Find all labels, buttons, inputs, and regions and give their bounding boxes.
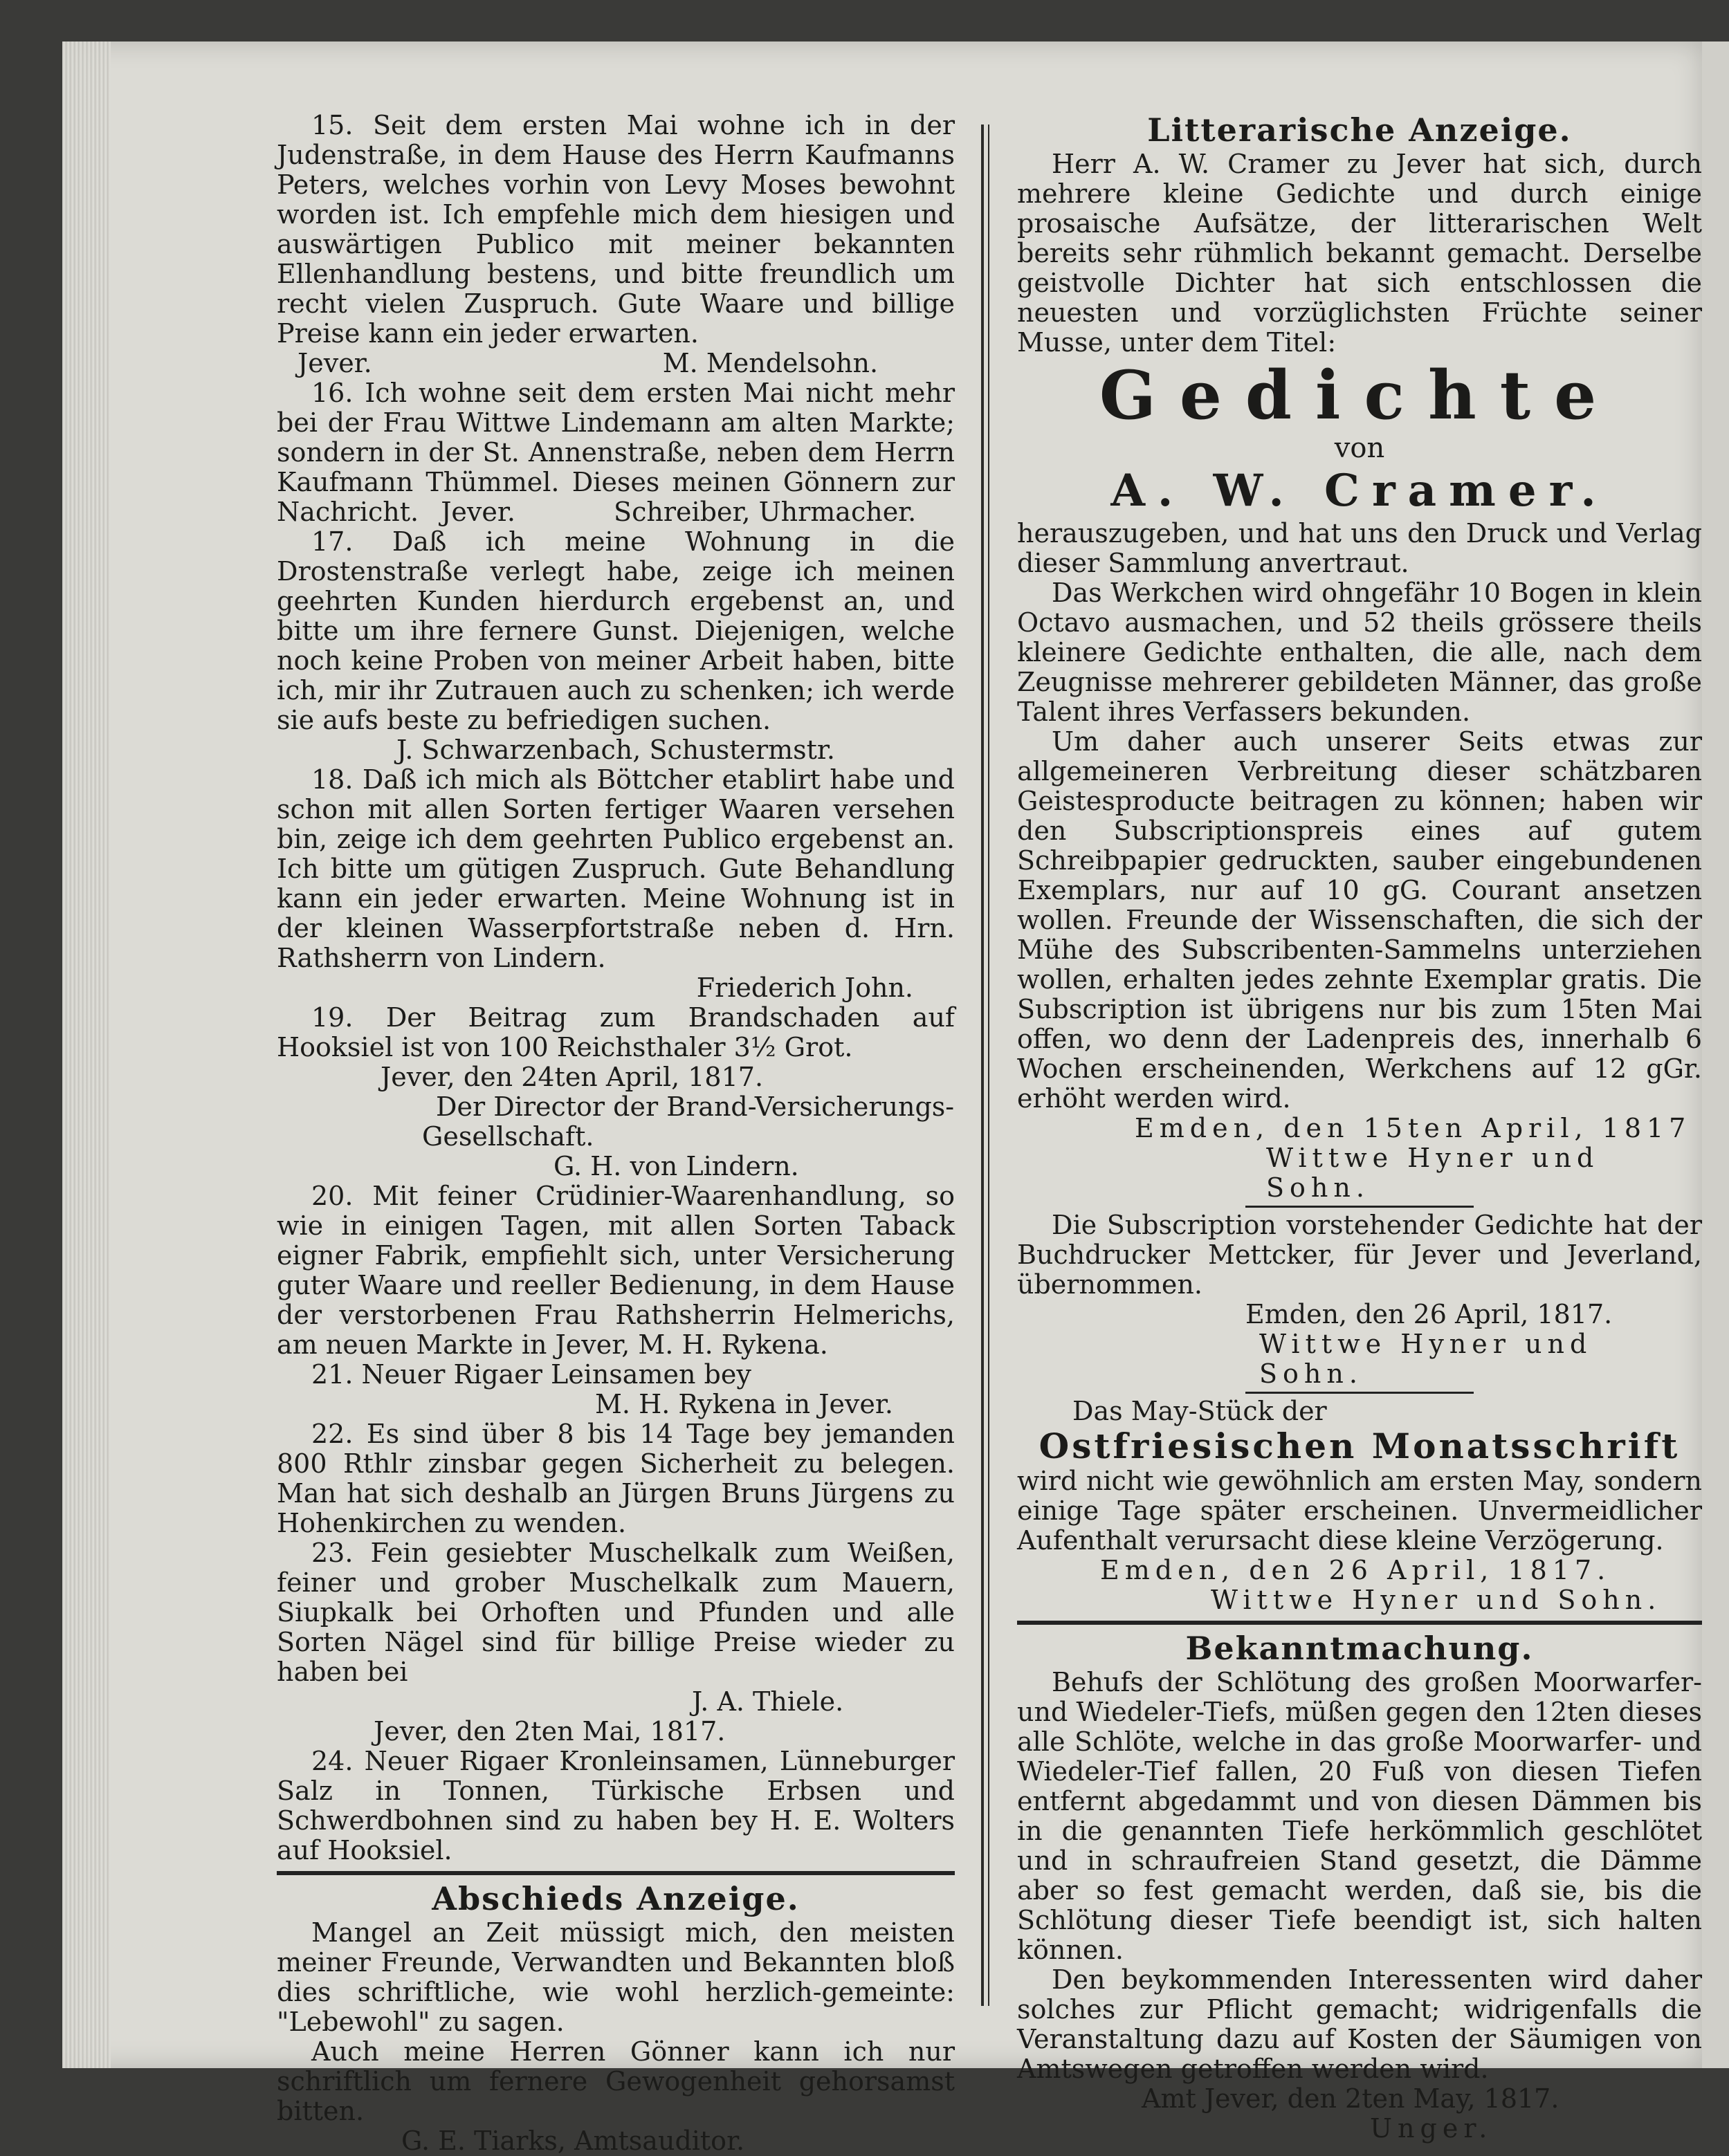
- literary-text-4: Um daher auch unserer Seits etwas zur allgemeineren Verbreitung dieser schätzbaren Geistesproducte beitragen zu können; haben wir den Subscriptionspreis eines auf gutem Schreibpapier gedruckten, sauber eingebundenen Exemplars, nur auf 10 gG. Courant ansetzen wollen. Freunde der Wissenschaften, die sich der Mühe des Subscribenten-Sammelns unterziehen wollen, erhalten jedes zehnte Exemplar gratis. Die Subscription ist übrigens nur bis zum 15ten Mai offen, wo denn der Ladenpreis des, innerhalb 6 Wochen erscheinenden, Werkchens auf 12 gGr. erhöht werden wird.: [1017, 726, 1702, 1114]
- notice-issuer: Der Director der Brand-Versicherungs-: [436, 1091, 955, 1122]
- notice-21: [277, 1360, 955, 1419]
- monthly-notice: [1017, 1397, 1702, 1615]
- notice-signature: Friederich John.: [696, 973, 913, 1003]
- column-divider-thin: [988, 125, 989, 2006]
- monthly-signature: Wittwe Hyner und Sohn.: [1211, 1585, 1662, 1615]
- book-title: Gedichte: [1099, 356, 1620, 434]
- notice-text: Neuer Rigaer Leinsamen bey: [361, 1359, 751, 1390]
- notice-16: [277, 378, 955, 527]
- notice-place: Jever.: [298, 348, 372, 378]
- literary-heading: Litterarische Anzeige.: [1147, 111, 1572, 149]
- notice-text: Fein gesiebter Muschelkalk zum Weißen, feiner und grober Muschelkalk zum Mauern, Siupkalk bei Orhoften und Pfunden und alle Sorten Nägel sind für billige Preise wieder zu haben bei: [277, 1538, 955, 1687]
- notice-signature: M. Mendelsohn.: [662, 348, 879, 378]
- notice-number: 21.: [311, 1359, 354, 1390]
- notice-signature: G. H. von Lindern.: [554, 1151, 799, 1181]
- next-page-edge: [1702, 42, 1729, 2068]
- announcement-date: Amt Jever, den 2ten May, 1817.: [1142, 2083, 1559, 2114]
- subscription-signature: Wittwe Hyner und Sohn.: [1259, 1329, 1593, 1389]
- literary-text: Herr A. W. Cramer zu Jever hat sich, durch mehrere kleine Gedichte und durch einige prosaische Aufsätze, der litterarischen Welt bereits sehr rühmlich bekannt gemacht. Derselbe geistvolle Dichter hat sich entschlossen die neuesten und vorzüglichsten Früchte seiner Musse, unter dem Titel:: [1017, 149, 1702, 358]
- notice-text: Seit dem ersten Mai wohne ich in der Judenstraße, in dem Hause des Herrn Kaufmanns Peters, welches vorhin von Levy Moses bewohnt worden ist. Ich empfehle mich dem hiesigen und auswärtigen Publico mit meiner bekannten Ellenhandlung bestens, und bitte freundlich um recht vielen Zuspruch. Gute Waare und billige Preise kann ein jeder erwarten.: [277, 110, 955, 349]
- farewell-signature: G. E. Tiarks, Amtsauditor.: [401, 2126, 745, 2156]
- divider-rule: [1245, 1206, 1474, 1208]
- literary-signature: Wittwe Hyner und Sohn.: [1266, 1143, 1600, 1203]
- notice-issuer-2: Gesellschaft.: [422, 1121, 594, 1152]
- notice-text: Mit feiner Crüdinier-Waarenhandlung, so wie in einigen Tagen, mit allen Sorten Taback eigner Fabrik, empfiehlt sich, unter Versicherung guter Waare und reeller Bedienung, in dem Hause der verstorbenen Frau Rathsherrin Helmerichs, am neuen Markte in Jever, M. H. Rykena.: [277, 1181, 955, 1360]
- notice-text: Neuer Rigaer Kronleinsamen, Lünneburger Salz in Tonnen, Türkische Erbsen und Schwerdbohnen sind zu haben bey H. E. Wolters auf Hooksiel.: [277, 1746, 955, 1865]
- monthly-text: wird nicht wie gewöhnlich am ersten May, sondern einige Tage später erscheinen. Unvermeidlicher Aufenthalt verursacht diese kleine Verzögerung.: [1017, 1466, 1702, 1556]
- notice-number: 15.: [311, 110, 354, 140]
- notice-text: Daß ich meine Wohnung in die Drostenstraße verlegt habe, zeige ich meinen geehrten Kunden hierdurch ergebenst an, und bitte um ihre fernere Gunst. Diejenigen, welche noch keine Proben von meiner Arbeit haben, bitte ich, mir ihr Zutrauen auch zu schenken; ich werde sie aufs beste zu befriedigen suchen.: [277, 526, 955, 735]
- section-rule: [1017, 1621, 1702, 1625]
- section-rule: [277, 1871, 955, 1875]
- monthly-date: Emden, den 26 April, 1817.: [1100, 1555, 1611, 1585]
- notice-place: Jever.: [441, 497, 515, 527]
- literary-text-3: Das Werkchen wird ohngefähr 10 Bogen in klein Octavo ausmachen, und 52 theils grössere theils kleinere Gedichte enthalten, die alle, nach dem Zeugnisse mehrerer gebildeten Männer, das große Talent ihres Verfassers bekunden.: [1017, 578, 1702, 727]
- notice-date: Jever, den 24ten April, 1817.: [381, 1062, 764, 1092]
- notice-number: 24.: [311, 1746, 354, 1776]
- notice-text: Daß ich mich als Böttcher etablirt habe und schon mit allen Sorten fertiger Waaren versehen bin, zeige ich dem geehrten Publico ergebenst an. Ich bitte um gütigen Zuspruch. Gute Behandlung kann ein jeder erwarten. Meine Wohnung ist in der kleinen Wasserpfortstraße neben d. Hrn. Rathsherrn von Lindern.: [277, 764, 955, 973]
- notice-number: 20.: [311, 1181, 354, 1211]
- subscription-text: Die Subscription vorstehender Gedichte hat der Buchdrucker Mettcker, für Jever und Jeverland, übernommen.: [1017, 1210, 1702, 1300]
- notice-19: [277, 1003, 955, 1181]
- notice-number: 17.: [311, 526, 354, 557]
- monthly-intro: Das May-Stück der: [1072, 1396, 1327, 1426]
- farewell-notice: [277, 1879, 955, 2156]
- notice-20: [277, 1181, 955, 1360]
- farewell-text-2: Auch meine Herren Gönner kann ich nur schriftlich um fernere Gewogenheit gehorsamst bitten.: [277, 2036, 955, 2126]
- notice-22: [277, 1419, 955, 1538]
- notice-number: 23.: [311, 1538, 354, 1568]
- official-announcement: [1017, 1629, 1702, 2144]
- literary-notice: [1017, 111, 1702, 1203]
- notice-23: [277, 1538, 955, 1747]
- notice-number: 19.: [311, 1002, 354, 1033]
- notice-17: [277, 527, 955, 765]
- announcement-heading: Bekanntmachung.: [1185, 1630, 1534, 1667]
- notice-text: Ich wohne seit dem ersten Mai nicht mehr bei der Frau Wittwe Lindemann am alten Markte; sondern in der St. Annenstraße, neben dem Herrn Kaufmann Thümmel. Dieses meinen Gönnern zur Nachricht.: [277, 378, 955, 527]
- announcement-signature: Unger.: [1370, 2113, 1493, 2144]
- left-column: [277, 111, 955, 2156]
- notice-signature: M. H. Rykena in Jever.: [595, 1389, 893, 1419]
- subscription-notice: [1017, 1210, 1702, 1389]
- notice-15: [277, 111, 955, 378]
- literary-date: Emden, den 15ten April, 1817: [1135, 1113, 1692, 1143]
- book-author: A. W. Cramer.: [1110, 465, 1609, 517]
- notice-date: Jever, den 2ten Mai, 1817.: [374, 1716, 726, 1747]
- literary-text-2: herauszugeben, und hat uns den Druck und Verlag dieser Sammlung anvertraut.: [1017, 518, 1702, 578]
- notice-number: 18.: [311, 764, 354, 795]
- page-edges: [62, 42, 111, 2068]
- divider-rule: [1245, 1392, 1474, 1394]
- subscription-date: Emden, den 26 April, 1817.: [1245, 1299, 1613, 1329]
- notice-number: 16.: [311, 378, 354, 408]
- notice-24: [277, 1747, 955, 1865]
- notice-signature: J. Schwarzenbach, Schustermstr.: [396, 735, 835, 765]
- farewell-heading: Abschieds Anzeige.: [432, 1880, 800, 1917]
- notice-text: Es sind über 8 bis 14 Tage bey jemanden 800 Rthlr zinsbar gegen Sicherheit zu belegen. Man hat sich deshalb an Jürgen Bruns Jürgens zu Hohenkirchen zu wenden.: [277, 1419, 955, 1538]
- farewell-text: Mangel an Zeit müssigt mich, den meisten meiner Freunde, Verwandten und Bekannten bloß dies schriftliche, wie wohl herzlich-gemeinte: "Lebewohl" zu sagen.: [277, 1917, 955, 2037]
- column-divider: [981, 125, 984, 2006]
- notice-number: 22.: [311, 1419, 354, 1449]
- notice-text: Der Beitrag zum Brandschaden auf Hooksiel ist von 100 Reichsthaler 3½ Grot.: [277, 1002, 955, 1062]
- notice-signature: J. A. Thiele.: [692, 1686, 844, 1717]
- announcement-text-2: Den beykommenden Interessenten wird daher solches zur Pflicht gemacht; widrigenfalls die Veranstaltung dazu auf Kosten der Säumigen von Amtswegen getroffen werden wird.: [1017, 1964, 1702, 2084]
- right-column: [1017, 111, 1702, 2144]
- magazine-title: Ostfriesischen Monatsschrift: [1039, 1426, 1681, 1466]
- announcement-text: Behufs der Schlötung des großen Moorwarfer- und Wiedeler-Tiefs, müßen gegen den 12ten dieses alle Schlöte, welche in das große Moorwarfer- und Wiedeler-Tief fallen, 20 Fuß von diesen Tiefen entfernt abgedammt und von diesen Dämmen bis in die genannten Tiefe herkömmlich geschlötet und in schraufreien Stand gesetzt, die Dämme aber so fest gemacht werden, daß sie, bis die Schlötung dieser Tiefe beendigt ist, sich halten können.: [1017, 1667, 1702, 1965]
- notice-signature: Schreiber, Uhrmacher.: [614, 497, 917, 527]
- book-by: von: [1334, 432, 1385, 464]
- notice-18: [277, 765, 955, 1003]
